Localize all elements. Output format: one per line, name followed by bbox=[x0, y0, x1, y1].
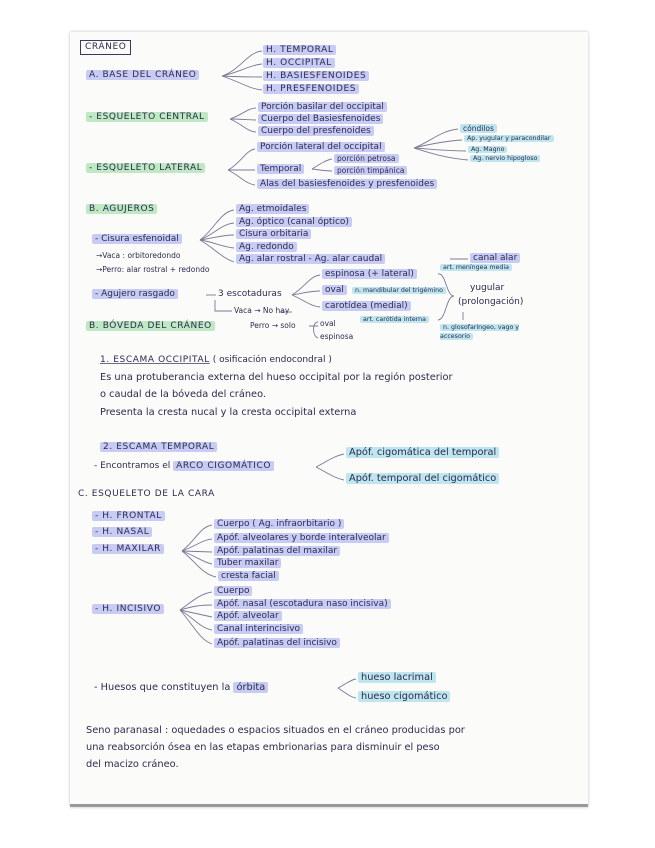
temporal-label: Temporal bbox=[257, 165, 304, 174]
esqueleto-lateral-label: - ESQUELETO LATERAL bbox=[86, 164, 205, 173]
agujero-rasgado-label: - Agujero rasgado bbox=[92, 290, 178, 299]
prolongacion-label: (prolongación) bbox=[458, 297, 524, 307]
agujeros-label: B. AGUJEROS bbox=[86, 205, 157, 214]
escama-temporal-heading: 2. ESCAMA TEMPORAL bbox=[100, 443, 217, 452]
espinosa-note: art. meníngea media bbox=[440, 265, 512, 271]
section-base-del-craneo bbox=[86, 71, 199, 80]
maxilar-label: - H. MAXILAR bbox=[92, 545, 164, 554]
cara-label: C. ESQUELETO DE LA CARA bbox=[78, 489, 215, 499]
base-item: H. TEMPORAL bbox=[263, 46, 336, 55]
arco-item: Apóf. temporal del cigomático bbox=[346, 474, 499, 484]
perro-item: espinosa bbox=[320, 332, 354, 341]
maxilar-item: Cuerpo ( Ag. infraorbitario ) bbox=[214, 520, 344, 529]
maxilar-item: Apóf. palatinas del maxilar bbox=[214, 547, 340, 556]
seno-line: Seno paranasal : oquedades o espacios situados en el cráneo producidas por bbox=[86, 725, 465, 736]
occipital-line: Presenta la cresta nucal y la cresta occipital externa bbox=[100, 407, 357, 418]
seno-line: del macizo cráneo. bbox=[86, 759, 179, 770]
incisivo-item: Cuerpo bbox=[214, 587, 252, 596]
orbita-line: - Huesos que constituyen la órbita bbox=[94, 683, 268, 693]
incisivo-item: Canal interincisivo bbox=[214, 625, 303, 634]
central-item: Cuerpo del Basiesfenoides bbox=[258, 115, 383, 124]
base-item: H. BASIESFENOIDES bbox=[263, 72, 369, 81]
nervios-note: n. glosofaríngeo, vago y accesorio bbox=[440, 324, 520, 340]
incisivo-item: Apóf. nasal (escotadura naso incisiva) bbox=[214, 600, 391, 609]
incisivo-label: - H. INCISIVO bbox=[92, 605, 164, 614]
base-item: H. PRESFENOIDES bbox=[263, 85, 359, 94]
espinosa-row: espinosa (+ lateral) bbox=[322, 270, 417, 279]
cisura-item: Ag. etmoidales bbox=[236, 205, 309, 214]
temporal-subitem: porción timpánica bbox=[334, 167, 407, 175]
arco-line: - Encontramos el ARCO CIGOMÁTICO bbox=[94, 462, 274, 471]
temporal-subitem: porción petrosa bbox=[334, 155, 399, 163]
orbita-item: hueso cigomático bbox=[358, 692, 450, 702]
lateral-subitem: cóndilos bbox=[460, 125, 497, 133]
orbita-item: hueso lacrimal bbox=[358, 673, 436, 683]
maxilar-item: Apóf. alveolares y borde interalveolar bbox=[214, 534, 389, 543]
occipital-line: Es una protuberancia externa del hueso occipital por la región posterior bbox=[100, 372, 453, 383]
alar-row: Ag. alar rostral - Ag. alar caudal bbox=[236, 255, 385, 264]
incisivo-item: Apóf. alveolar bbox=[214, 612, 282, 621]
canal-alar: canal alar bbox=[470, 254, 520, 263]
vaca-note: →Vaca : orbitoredondo bbox=[96, 251, 181, 260]
escama-occipital-heading: 1. ESCAMA OCCIPITAL ( osificación endocondral ) bbox=[100, 355, 332, 365]
cisura-item: Ag. óptico (canal óptico) bbox=[236, 218, 352, 227]
oval-note: n. mandibular del trigémino bbox=[352, 288, 446, 294]
central-item: Porción basilar del occipital bbox=[258, 103, 387, 112]
vaca-no-hay: Vaca → No hay bbox=[234, 306, 290, 315]
lateral-subitem: Ag. nervio hipogloso bbox=[470, 156, 540, 162]
oval-row: oval bbox=[322, 286, 347, 295]
cisura-esfenoidal-label: - Cisura esfenoidal bbox=[92, 235, 182, 244]
maxilar-item: Tuber maxilar bbox=[214, 559, 281, 568]
page-title: CRÁNEO bbox=[80, 40, 131, 55]
occipital-line: o caudal de la bóveda del cráneo. bbox=[100, 389, 267, 400]
central-item: Cuerpo del presfenoides bbox=[258, 127, 374, 136]
lateral-subitem: Ag. Magno bbox=[468, 147, 507, 153]
alas-label: Alas del basiesfenoides y presfenoides bbox=[257, 180, 437, 189]
yugular-label: yugular bbox=[470, 283, 505, 293]
perro-note: →Perro: alar rostral + redondo bbox=[96, 265, 210, 274]
cisura-item: Ag. redondo bbox=[236, 243, 297, 252]
lateral-subitem: Ap. yugular y paracondilar bbox=[464, 136, 554, 142]
carotidea-row: carotídea (medial) bbox=[322, 302, 411, 311]
perro-item: oval bbox=[320, 319, 336, 328]
esqueleto-central-label: - ESQUELETO CENTRAL bbox=[86, 113, 208, 122]
maxilar-item: cresta facial bbox=[218, 572, 279, 581]
carotidea-note: art. carótida interna bbox=[360, 317, 429, 323]
frontal-label: - H. FRONTAL bbox=[92, 512, 165, 521]
escotaduras-label: 3 escotaduras bbox=[218, 289, 282, 299]
section-base-label: A. BASE DEL CRÁNEO bbox=[86, 70, 199, 80]
perro-solo: Perro → solo bbox=[250, 321, 296, 330]
seno-line: una reabsorción ósea en las etapas embrionarias para disminuir el peso bbox=[86, 742, 440, 753]
arco-item: Apóf. cigomática del temporal bbox=[346, 448, 499, 458]
boveda-label: B. BÓVEDA DEL CRÁNEO bbox=[86, 322, 215, 331]
nasal-label: - H. NASAL bbox=[92, 528, 152, 537]
base-item: H. OCCIPITAL bbox=[263, 59, 335, 68]
incisivo-item: Apóf. palatinas del incisivo bbox=[214, 639, 340, 648]
porcion-lateral: Porción lateral del occipital bbox=[257, 143, 385, 152]
cisura-item: Cisura orbitaria bbox=[236, 230, 311, 239]
